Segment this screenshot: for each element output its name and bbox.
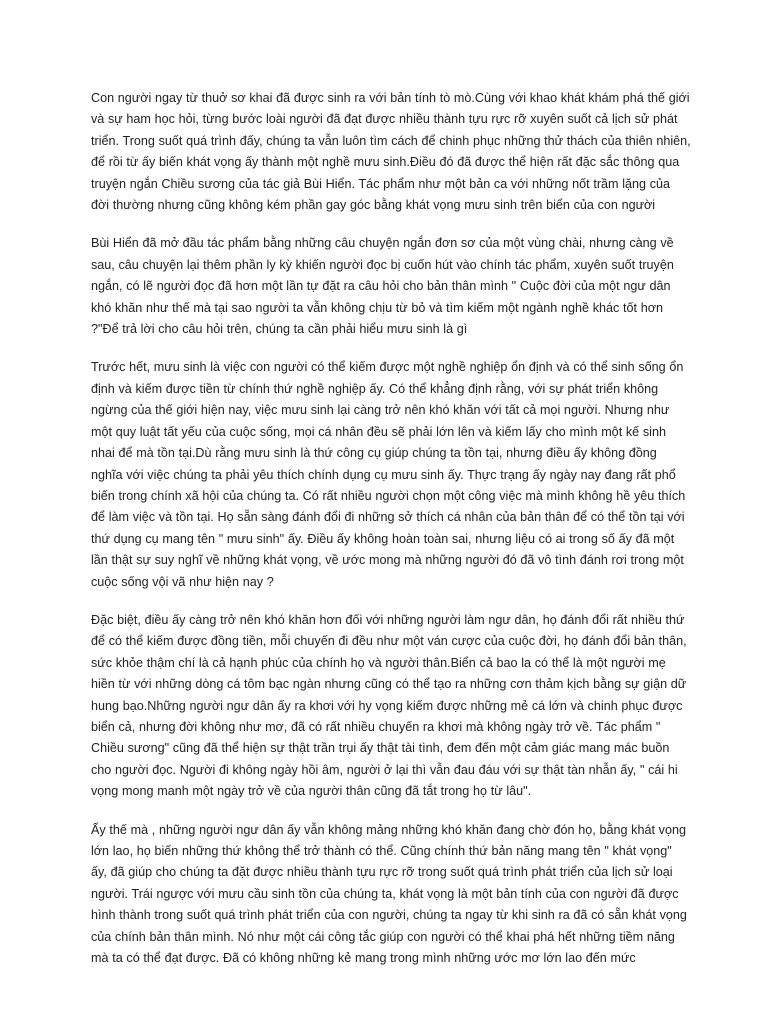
paragraph-4: Đặc biệt, điều ấy càng trở nên khó khăn hơn đối với những người làm ngư dân, họ đánh đổi rất nhiều thứ để có thể kiếm được đồng tiền, mỗi chuyến đi đều như một ván cược của cuộc đời, họ đánh đổi bản thân, sức khỏe thậm chí là cả hạnh phúc của chính họ và người thân.Biển cả bao la có thể là một người mẹ hiền từ với những dòng cá tôm bạc ngàn nhưng cũng có thể tạo ra những cơn thảm kịch bằng sự giận dữ hung bạo.Những người ngư dân ấy ra khơi với hy vọng kiếm được những mẻ cá lớn và chinh phục được biển cả, nhưng đời không như mơ, đã có rất nhiều chuyến ra khơi mà không ngày trở về. Tác phẩm " Chiều sương" cũng đã thể hiện sự thật trần trụi ấy thật tài tình, đem đến một cảm giác mang mác buồn cho người đọc. Người đi không ngày hồi âm, người ở lại thì vẫn đau đáu với sự thật tàn nhẫn ấy, " cái hi vọng mong manh một ngày trở về của người thân cũng đã tắt trong họ từ lâu". xyxy=(91,612,687,799)
paragraph-5: Ấy thế mà , những người ngư dân ấy vẫn không mảng những khó khăn đang chờ đón họ, bằng khát vọng lớn lao, họ biến những thứ không thể trở thành có thể. Cũng chính thứ bản năng mang tên " khát vọng" ấy, đã giúp cho chúng ta đặt được nhiều thành tựu rực rỡ trong suốt quá trình phát triển của lịch sử loại người. Trái ngược với mưu cầu sinh tồn của chúng ta, khát vọng là một bản tính của con người đã được hình thành trong suốt quá trình phát triển của con người, chúng ta ngay từ khi sinh ra đã có sẵn khát vọng của chính bản thân mình. Nó như một cái công tắc giúp con người có thể khai phá hết những tiềm năng mà ta có thể đạt được. Đã có không những kẻ mang trong mình những ước mơ lớn lao đến mức xyxy=(91,822,687,966)
paragraph-1: Con người ngay từ thuở sơ khai đã được sinh ra với bản tính tò mò.Cùng với khao khát khám phá thế giới và sự ham học hỏi, từng bước loài người đã đạt được nhiều thành tựu rực rỡ xuyên suốt cả lịch sử phát triển. Trong suốt quá trình đấy, chúng ta vẫn luôn tìm cách để chinh phục những thử thách của thiên nhiên, để rồi từ ấy biến khát vọng ấy thành một nghề mưu sinh.Điều đó đã được thể hiện rất đặc sắc thông qua truyện ngắn Chiều sương của tác giả Bùi Hiển. Tác phẩm như một bản ca với những nốt trầm lặng của đời thường nhưng cũng không kém phần gay góc bằng khát vọng mưu sinh trên biển của con người xyxy=(91,91,691,213)
paragraph-2: Bùi Hiển đã mở đầu tác phẩm bằng những câu chuyện ngắn đơn sơ của một vùng chài, nhưng càng về sau, câu chuyện lại thêm phần ly kỳ khiến người đọc bị cuốn hút vào chính tác phẩm, xuyên suốt truyện ngắn, có lẽ người đọc đã hơn một lần tự đặt ra câu hỏi cho bản thân mình " Cuộc đời của một ngư dân khó khăn như thế mà tại sao người ta vẫn không chịu từ bỏ và tìm kiếm một ngành nghề khác tốt hơn ?"Để trả lời cho câu hỏi trên, chúng ta cần phải hiểu mưu sinh là gì xyxy=(91,236,674,337)
paragraph-3: Trước hết, mưu sinh là việc con người có thể kiếm được một nghề nghiệp ổn định và có thể sinh sống ổn định và kiếm được tiền từ chính thứ nghề nghiệp ấy. Có thể khẳng định rằng, với sự phát triển không ngừng của thế giới hiện nay, việc mưu sinh lại càng trở nên khó khăn với tất cả mọi người. Nhưng như một quy luật tất yếu của cuộc sống, mọi cá nhân đều sẽ phải lớn lên và kiếm lấy cho mình một kế sinh nhai để mà tồn tại.Dù rằng mưu sinh là thứ công cụ giúp chúng ta tồn tại, nhưng điều ấy không đồng nghĩa với việc chúng ta phải yêu thích chính dụng cụ mưu sinh ấy. Thực trạng ấy ngày nay đang rất phổ biến trong chính xã hội của chúng ta. Có rất nhiều người chọn một công việc mà mình không hề yêu thích để làm việc và tồn tại. Họ sẵn sàng đánh đổi đi những sở thích cá nhân của bản thân để có thể tồn tại với thứ dụng cụ mang tên " mưu sinh" ấy. Điều ấy không hoàn toàn sai, nhưng liệu có ai trong số ấy đã một lần thật sự suy nghĩ về những khát vọng, về ước mong mà những người đó đã vô tình đánh rơi trong một cuộc sống vội vã như hiện nay ? xyxy=(91,360,686,589)
document-page xyxy=(91,88,691,986)
